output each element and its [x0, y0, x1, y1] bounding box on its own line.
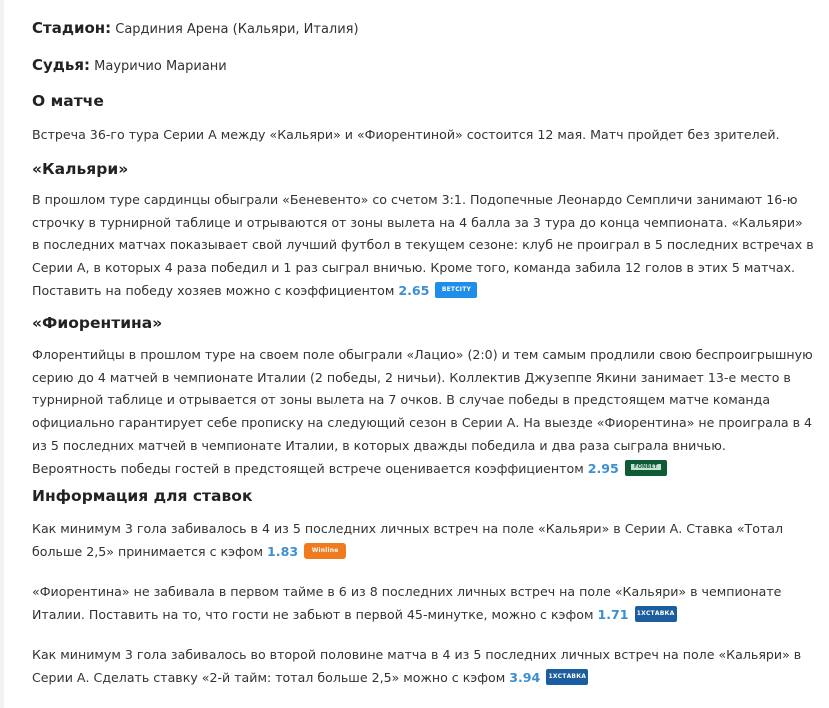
- tip-2-text: «Фиорентина» не забивала в первом тайме в 6 из 8 последних личных встреч на поле «Кальяри» в чемпионате Италии. Поставить на то, что гости не забьют в первой 45-минутке, можно с кэфом: [32, 584, 782, 622]
- fonbet-logo-text: FONBET: [631, 464, 661, 470]
- referee-value: Мауричио Мариани: [94, 59, 227, 74]
- tip-2-odds-link[interactable]: 1.71: [597, 606, 629, 622]
- betting-tip-3: [32, 644, 814, 689]
- fiorentina-heading: «Фиорентина»: [32, 314, 163, 332]
- 1xstavka-logo[interactable]: 1XСТАВКА: [635, 606, 677, 622]
- stadium-value: Сардиния Арена (Кальяри, Италия): [115, 22, 359, 37]
- cagliari-text: В прошлом туре сардинцы обыграли «Беневенто» со счетом 3:1. Подопечные Леонардо Семпличи занимают 16-ю строчку в турнирной таблице и отрываются от зоны вылета на 4 балла за 3 тура до конца чемпионата. «Кальяри» в последних матчах показывает свой лучший футбол в текущем сезоне: клуб не проиграл в 5 последних встречах в Серии А, в которых 4 раза победил и 1 раз сыграл вничью. Кроме того, команда забила 12 голов в этих 5 матчах. Поставить на победу хозяев можно с коэффициентом: [32, 192, 814, 298]
- fonbet-logo[interactable]: [625, 460, 667, 476]
- stadium-line: [32, 19, 359, 37]
- betting-heading: Информация для ставок: [32, 487, 253, 505]
- betcity-logo[interactable]: BETCITY: [435, 282, 477, 298]
- fiorentina-text: Флорентийцы в прошлом туре на своем поле обыграли «Лацио» (2:0) и тем самым продлили свою беспроигрышную серию до 4 матчей в чемпионате Италии (2 победы, 2 ничьи). Коллектив Джузеппе Якини занимает 13-е место в турнирной таблице и отрывается от зоны вылета на 7 очков. В случае победы в предстоящем матче команда официально гарантирует себе прописку на следующий сезон в Серии А. На выезде «Фиорентина» не проиграла в 4 из 5 последних матчей в чемпионате Италии, в которых дважды победила и два раза сыграла вничью. Вероятность победы гостей в предстоящей встрече оценивается коэффициентом: [32, 347, 813, 476]
- stadium-label: Стадион:: [32, 19, 112, 37]
- tip-1-text: Как минимум 3 гола забивалось в 4 из 5 последних личных встреч на поле «Кальяри» в Серии А. Ставка «Тотал больше 2,5» принимается с кэфом: [32, 521, 784, 559]
- cagliari-odds-link[interactable]: 2.65: [398, 282, 430, 298]
- about-heading: О матче: [32, 92, 104, 110]
- fiorentina-paragraph: [32, 344, 814, 480]
- tip-3-text: Как минимум 3 гола забивалось во второй половине матча в 4 из 5 последних личных встреч на поле «Кальяри» в Серии А. Сделать ставку «2-й тайм: тотал больше 2,5» можно с кэфом: [32, 647, 802, 685]
- about-text: Встреча 36-го тура Серии А между «Кальяри» и «Фиорентиной» состоится 12 мая. Матч пройдет без зрителей.: [32, 127, 780, 142]
- cagliari-heading: «Кальяри»: [32, 160, 129, 178]
- tip-1-odds-link[interactable]: 1.83: [267, 543, 299, 559]
- betting-tip-1: [32, 518, 814, 563]
- referee-label: Судья:: [32, 56, 91, 74]
- betting-tip-2: [32, 581, 814, 626]
- page-left-border: [0, 0, 4, 708]
- referee-line: [32, 56, 227, 74]
- 1xstavka-logo-2[interactable]: 1XСТАВКА: [546, 669, 588, 685]
- winline-logo[interactable]: Winline: [304, 543, 346, 559]
- tip-3-odds-link[interactable]: 3.94: [509, 669, 541, 685]
- cagliari-paragraph: [32, 189, 814, 303]
- fiorentina-odds-link[interactable]: 2.95: [587, 460, 619, 476]
